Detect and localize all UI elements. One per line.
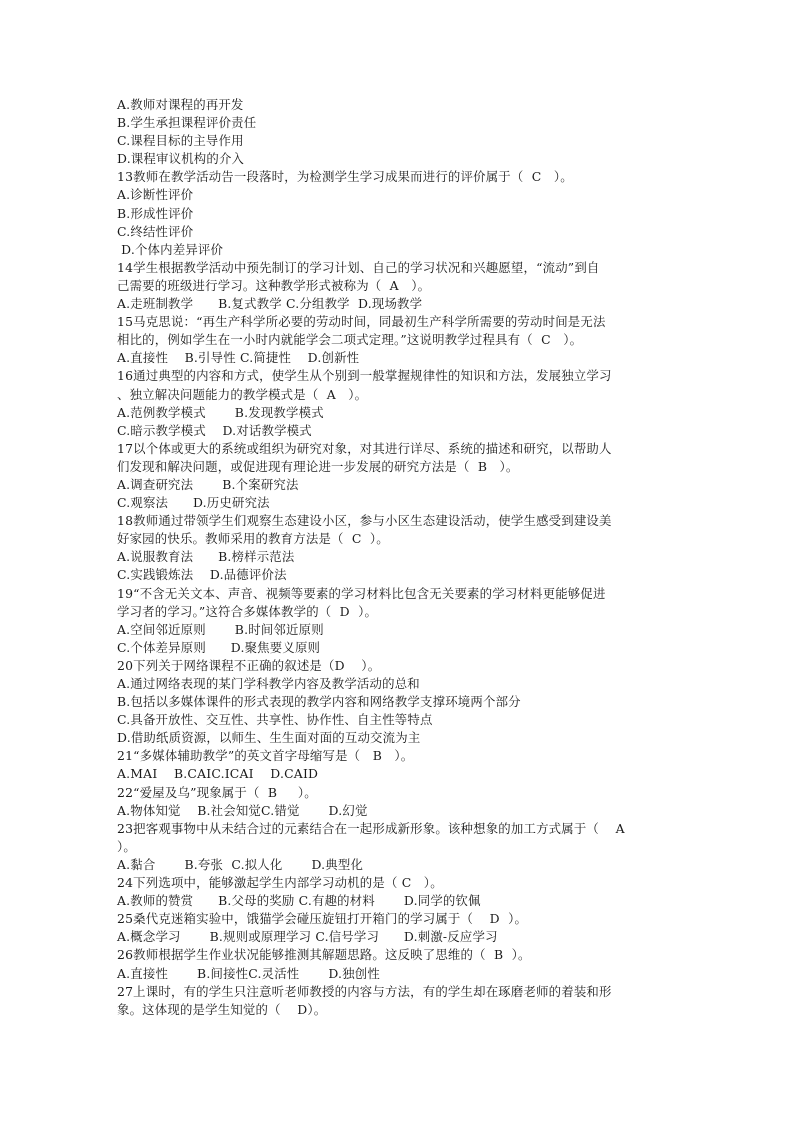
question-16-cont: 、独立解决问题能力的教学模式是（ A ）。 — [117, 386, 368, 402]
option-line: D.借助纸质资源，以师生、生生面对面的互动交流为主 — [117, 730, 421, 746]
option-line: B.形成性评价 — [117, 205, 194, 221]
options-18a: A.说服教育法 B.榜样示范法 — [117, 549, 295, 565]
question-27: 27上课时，有的学生只注意听老师教授的内容与方法，有的学生却在琢磨老师的着装和形 — [117, 983, 612, 999]
question-26: 26教师根据学生作业状况能够推测其解题思路。这反映了思维的（ B ）。 — [117, 947, 531, 963]
question-18-cont: 好家园的快乐。教师采用的教育方法是（ C ）。 — [117, 531, 389, 547]
option-line: C.具备开放性、交互性、共享性、协作性、自主性等特点 — [117, 712, 433, 728]
question-19: 19“不含无关文本、声音、视频等要素的学习材料比包含无关要素的学习材料更能够促进 — [117, 585, 606, 601]
question-20: 20下列关于网络课程不正确的叙述是（D ）。 — [117, 657, 381, 673]
option-line: D.课程审议机构的介入 — [117, 151, 245, 167]
options-18b: C.实践锻炼法 D.品德评价法 — [117, 567, 287, 583]
question-22: 22“爱屋及乌”现象属于（ B ）。 — [117, 784, 317, 800]
options-21: A.MAI B.CAIC.ICAI D.CAID — [117, 766, 319, 782]
option-line: A.教师对课程的再开发 — [117, 97, 244, 112]
options-25: A.概念学习 B.规则或原理学习 C.信号学习 D.刺激-反应学习 — [117, 929, 498, 945]
option-line: B.学生承担课程评价责任 — [117, 115, 257, 131]
document-page — [117, 96, 683, 1019]
question-14-cont: 己需要的班级进行学习。这种教学形式被称为（ A ）。 — [117, 277, 431, 293]
options-17b: C.观察法 D.历史研究法 — [117, 495, 270, 511]
options-23: A.黏合 B.夸张 C.拟人化 D.典型化 — [117, 856, 364, 872]
question-23-cont: ）。 — [117, 838, 136, 854]
question-25: 25桑代克迷箱实验中，饿猫学会碰压旋钮打开箱门的学习属于（ D ）。 — [117, 911, 528, 927]
options-26: A.直接性 B.间接性C.灵活性 D.独创性 — [117, 965, 380, 981]
question-19-cont: 学习者的学习。”这符合多媒体教学的（ D ）。 — [117, 603, 378, 619]
question-15-cont: 相比的，例如学生在一小时内就能学会二项式定理。”这说明教学过程具有（ C ）。 — [117, 332, 583, 348]
question-23: 23把客观事物中从未结合过的元素结合在一起形成新形象。该种想象的加工方式属于（ A — [117, 820, 625, 836]
option-line: B.包括以多媒体课件的形式表现的教学内容和网络教学支撑环境两个部分 — [117, 694, 521, 710]
question-14: 14学生根据教学活动中预先制订的学习计划、自己的学习状况和兴趣愿望，“流动”到自 — [117, 259, 600, 275]
question-21: 21“多媒体辅助教学”的英文首字母缩写是（ B ）。 — [117, 748, 414, 764]
question-15: 15马克思说：“再生产科学所必要的劳动时间，同最初生产科学所需要的劳动时间是无法 — [117, 314, 606, 330]
options-15: A.直接性 B.引导性 C.简捷性 D.创新性 — [117, 350, 360, 366]
options-14: A.走班制教学 B.复式教学 C.分组教学 D.现场教学 — [117, 296, 423, 312]
question-18: 18教师通过带领学生们观察生态建设小区，参与小区生态建设活动，使学生感受到建设美 — [117, 513, 612, 529]
option-line: C.终结性评价 — [117, 223, 194, 239]
question-27-cont: 象。这体现的是学生知觉的（ D）。 — [117, 1001, 327, 1017]
options-17a: A.调查研究法 B.个案研究法 — [117, 476, 299, 492]
options-16a: A.范例教学模式 B.发现教学模式 — [117, 404, 324, 420]
option-line: A.通过网络表现的某门学科教学内容及教学活动的总和 — [117, 676, 420, 691]
options-19b: C.个体差异原则 D.聚焦要义原则 — [117, 639, 321, 655]
option-line: A.诊断性评价 — [117, 187, 194, 203]
question-16: 16通过典型的内容和方式，使学生从个别到一般掌握规律性的知识和方法，发展独立学习 — [117, 368, 612, 384]
options-22: A.物体知觉 B.社会知觉C.错觉 D.幻觉 — [117, 802, 368, 818]
question-17-cont: 们发现和解决问题，或促进现有理论进一步发展的研究方法是（ B ）。 — [117, 458, 519, 474]
options-24: A.教师的赞赏 B.父母的奖励 C.有趣的材料 D.同学的钦佩 — [117, 893, 481, 909]
question-24: 24下列选项中，能够激起学生内部学习动机的是（ C ）。 — [117, 875, 443, 891]
question-13: 13教师在教学活动告一段落时，为检测学生学习成果而进行的评价属于（ C ）。 — [117, 169, 573, 185]
option-line: D.个体内差异评价 — [117, 241, 224, 257]
option-line: C.课程目标的主导作用 — [117, 133, 244, 149]
question-17: 17以个体或更大的系统或组织为研究对象，对其进行详尽、系统的描述和研究，以帮助人 — [117, 440, 612, 456]
options-19a: A.空间邻近原则 B.时间邻近原则 — [117, 621, 324, 637]
options-16b: C.暗示教学模式 D.对话教学模式 — [117, 422, 312, 438]
